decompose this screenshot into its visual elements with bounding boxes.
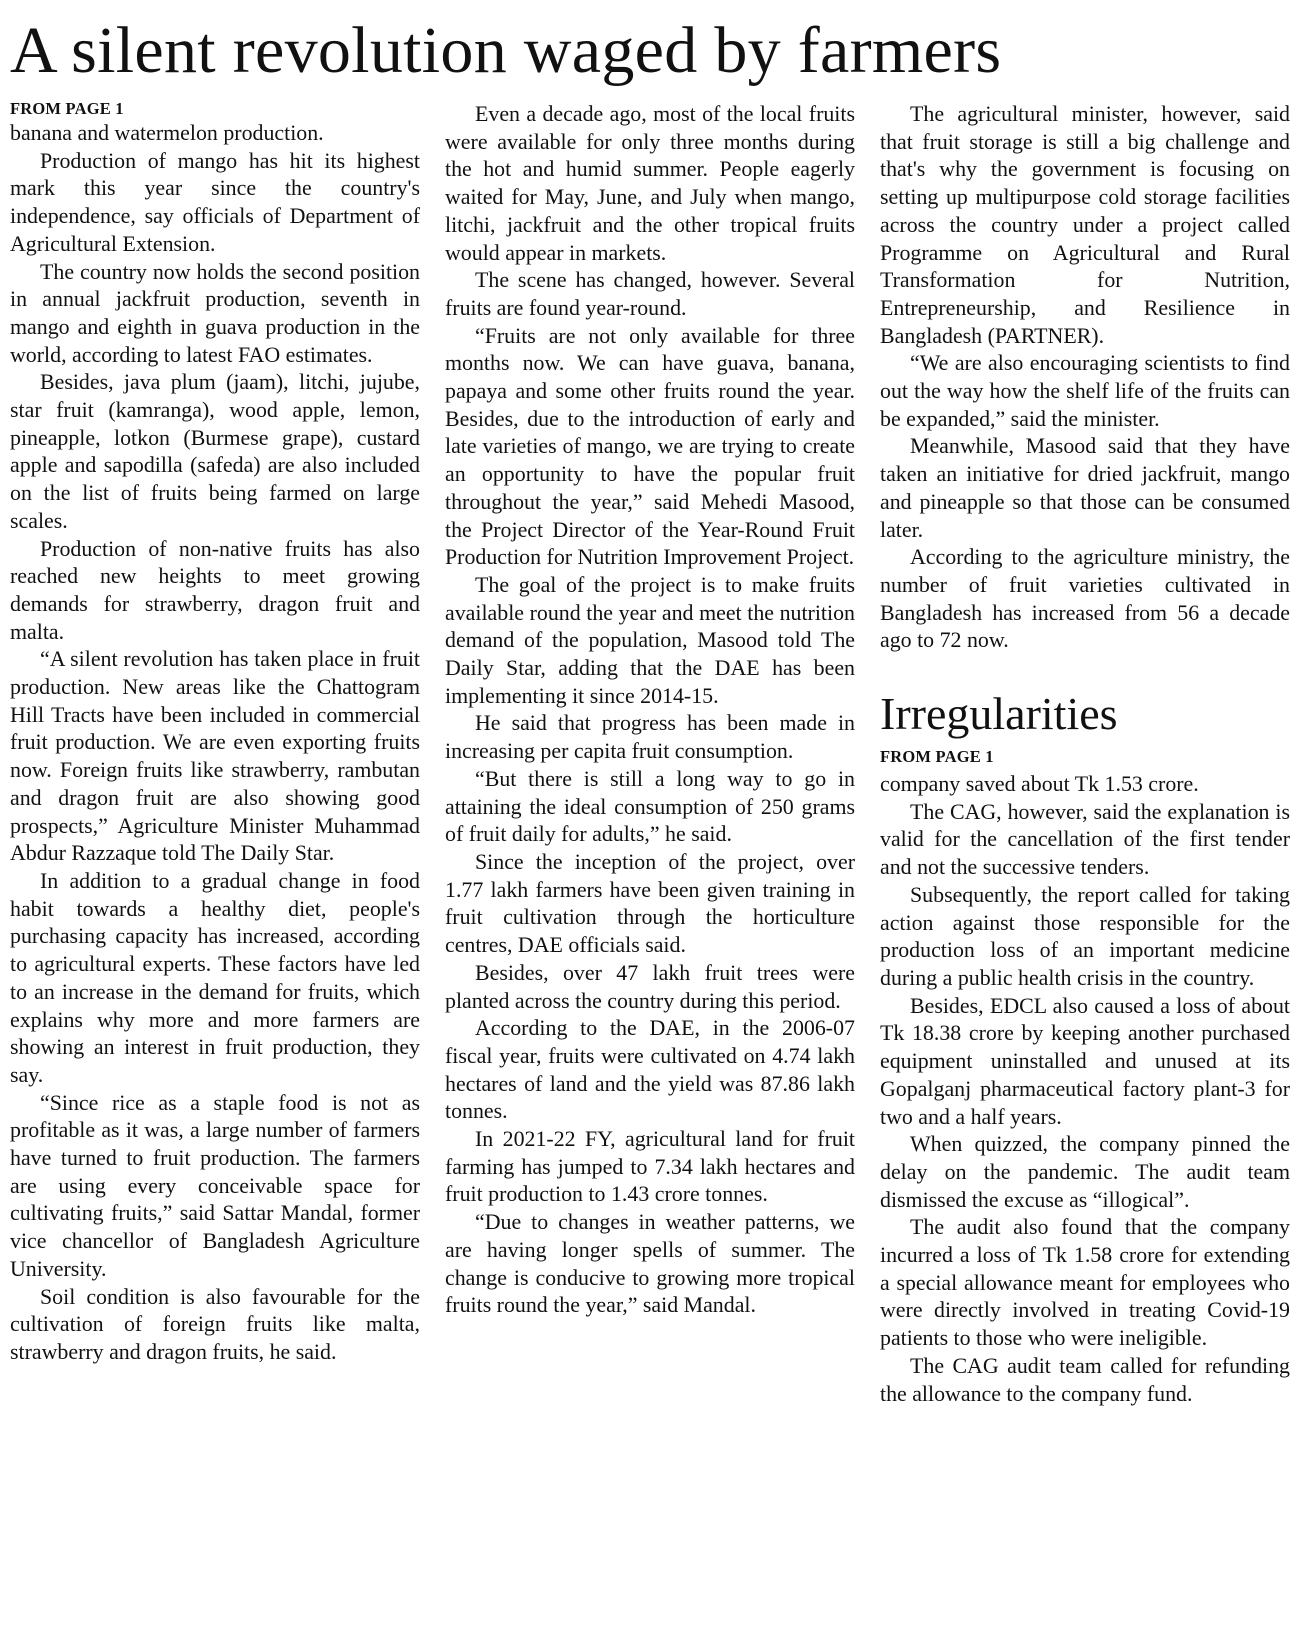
paragraph: The audit also found that the company incurred a loss of Tk 1.58 crore for extending a special allowance meant for employees who were directly involved in treating Covid-19 patients to those who were ineligible. <box>880 1214 1290 1351</box>
paragraph: Even a decade ago, most of the local fruits were available for only three months during the hot and humid summer. People eagerly waited for May, June, and July when mango, litchi, jackfruit and the other tropical fruits would appear in markets. <box>445 101 855 265</box>
paragraph: Since the inception of the project, over 1.77 lakh farmers have been given training in fruit cultivation through the horticulture centres, DAE officials said. <box>445 848 855 958</box>
paragraph: Production of non-native fruits has also reached new heights to meet growing demands for strawberry, dragon fruit and malta. <box>10 535 420 644</box>
paragraph: banana and watermelon production. <box>10 120 324 145</box>
paragraph: “But there is still a long way to go in attaining the ideal consumption of 250 grams of fruit daily for adults,” he said. <box>445 765 855 847</box>
paragraph: “Fruits are not only available for three months now. We can have guava, banana, papaya and some other fruits round the year. Besides, due to the introduction of early and late varieties of mango, we are trying to create an opportunity to have the popular fruit throughout the year,” said Mehedi Masood, the Project Director of the Year-Round Fruit Production for Nutrition Improvement Project. <box>445 322 855 570</box>
paragraph: The scene has changed, however. Several fruits are found year-round. <box>445 267 855 320</box>
paragraph: “We are also encouraging scientists to find out the way how the shelf life of the fruits can be expanded,” said the minister. <box>880 350 1290 431</box>
paragraph: He said that progress has been made in increasing per capita fruit consumption. <box>445 710 855 764</box>
paragraph: According to the agriculture ministry, the number of fruit varieties cultivated in Bangladesh has increased from 56 a decade ago to 72 now. <box>880 544 1290 653</box>
column-1 <box>10 100 420 1366</box>
paragraph: In addition to a gradual change in food habit towards a healthy diet, people's purchasing capacity has increased, according to agricultural experts. These factors have led to an increase in the demand for fruits, which explains why more and more farmers are showing an interest in fruit production, they say. <box>10 867 420 1087</box>
paragraph: Subsequently, the report called for taking action against those responsible for the production loss of an important medicine during a public health crisis in the country. <box>880 881 1290 990</box>
paragraph: Besides, EDCL also caused a loss of about Tk 18.38 crore by keeping another purchased equipment uninstalled and unused at its Gopalganj pharmaceutical factory plant-3 for two and a half years. <box>880 992 1290 1129</box>
paragraph: The agricultural minister, however, said that fruit storage is still a big challenge and that's why the government is focusing on setting up multipurpose cold storage facilities across the country under a project called Programme on Agricultural and Rural Transformation for Nutrition, Entrepreneurship, and Resilience in Bangladesh (PARTNER). <box>880 101 1290 348</box>
from-page-label: FROM PAGE 1 <box>10 99 124 118</box>
paragraph: The goal of the project is to make fruits available round the year and meet the nutrition demand of the population, Masood told The Daily Star, adding that the DAE has been implementing it since 2014-15. <box>445 571 855 708</box>
subheadline-irregularities: Irregularities <box>880 688 1118 740</box>
from-page-label: FROM PAGE 1 <box>880 747 994 767</box>
column-2 <box>445 100 855 1319</box>
paragraph: According to the DAE, in the 2006-07 fiscal year, fruits were cultivated on 4.74 lakh hectares of land and the yield was 87.86 lakh tonnes. <box>445 1015 855 1124</box>
paragraph: Besides, java plum (jaam), litchi, jujube, star fruit (kamranga), wood apple, lemon, pineapple, lotkon (Burmese grape), custard apple and sapodilla (safeda) are also included on the list of fruits being farmed on large scales. <box>10 369 420 533</box>
paragraph: Besides, over 47 lakh fruit trees were planted across the country during this period. <box>445 959 855 1013</box>
paragraph: The CAG audit team called for refunding the allowance to the company fund. <box>880 1352 1290 1406</box>
paragraph: Meanwhile, Masood said that they have taken an initiative for dried jackfruit, mango and pineapple so that those can be consumed later. <box>880 433 1290 542</box>
paragraph: Soil condition is also favourable for the cultivation of foreign fruits like malta, strawberry and dragon fruits, he said. <box>10 1283 420 1364</box>
paragraph: When quizzed, the company pinned the delay on the pandemic. The audit team dismissed the excuse as “illogical”. <box>880 1131 1290 1212</box>
column-3 <box>880 100 1290 1407</box>
paragraph: The country now holds the second position in annual jackfruit production, seventh in mango and eighth in guava production in the world, according to latest FAO estimates. <box>10 258 420 367</box>
paragraph: “Since rice as a staple food is not as profitable as it was, a large number of farmers have turned to fruit production. The farmers are using every conceivable space for cultivating fruits,” said Sattar Mandal, former vice chancellor of Bangladesh Agriculture University. <box>10 1089 420 1281</box>
paragraph: Production of mango has hit its highest mark this year since the country's independence, say officials of Department of Agricultural Extension. <box>10 147 420 256</box>
paragraph: The CAG, however, said the explanation is valid for the cancellation of the first tender and not the successive tenders. <box>880 798 1290 880</box>
paragraph: “Due to changes in weather patterns, we are having longer spells of summer. The change is conducive to growing more tropical fruits round the year,” said Mandal. <box>445 1209 855 1318</box>
headline: A silent revolution waged by farmers <box>10 14 1002 87</box>
paragraph: company saved about Tk 1.53 crore. <box>880 771 1199 797</box>
paragraph: In 2021-22 FY, agricultural land for fruit farming has jumped to 7.34 lakh hectares and fruit production to 1.43 crore tonnes. <box>445 1126 855 1207</box>
paragraph: “A silent revolution has taken place in fruit production. New areas like the Chattogram Hill Tracts have been included in commercial fruit production. We are even exporting fruits now. Foreign fruits like strawberry, rambutan and dragon fruit are also showing good prospects,” Agriculture Minister Muhammad Abdur Razzaque told The Daily Star. <box>10 646 420 866</box>
